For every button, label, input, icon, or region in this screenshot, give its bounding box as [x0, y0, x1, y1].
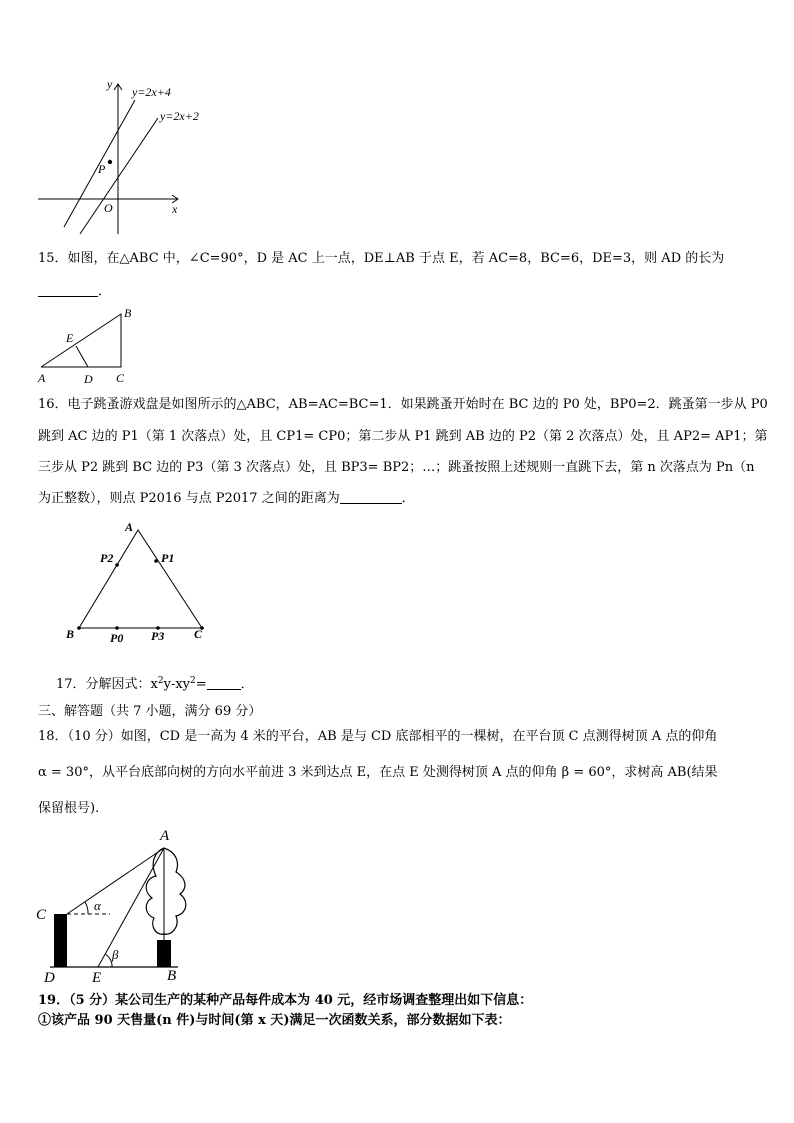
- point-p0: [115, 626, 119, 630]
- question-17: [56, 672, 254, 694]
- question-16-line-3: [38, 459, 755, 477]
- q16-line3: 三步从 P2 跳到 BC 边的 P3（第 3 次落点）处，且 BP3= BP2；…；跳蚤按照上述规则一直跳下去，第 n 次落点为 Pn（n: [38, 460, 755, 475]
- label-b-16: B: [66, 627, 75, 641]
- section-3-title-text: 三、解答题（共 7 小题，满分 69 分）: [38, 704, 262, 719]
- q18-line1: 18．（10 分）如图，CD 是一高为 4 米的平台，AB 是与 CD 底部相平的一棵树，在平台顶 C 点测得树顶 A 点的仰角: [38, 729, 718, 744]
- q19-line2: ①该产品 90 天售量(n 件)与时间(第 x 天)满足一次函数关系，部分数据如下表：: [38, 1013, 511, 1028]
- q16-line4a: 为正整数），则点 P2016 与点 P2017 之间的距离为: [38, 491, 340, 506]
- question-19-line-1: [38, 992, 532, 1010]
- point-p1: [154, 559, 158, 563]
- answer-blank-15[interactable]: [38, 284, 98, 297]
- figure-triangle-abc-15: [30, 302, 150, 388]
- q18-line3: 保留根号).: [38, 801, 100, 816]
- label-p3: P3: [151, 629, 165, 643]
- question-19-line-2: [38, 1012, 511, 1030]
- question-18-line-3: [38, 800, 99, 818]
- label-c-18: C: [36, 907, 47, 923]
- label-b: B: [124, 306, 132, 320]
- question-16-line-4: [38, 490, 415, 508]
- sight-line-ea: [98, 848, 164, 967]
- platform-cd: [54, 914, 67, 967]
- label-alpha: α: [94, 898, 101, 913]
- line-y-2x-2: [80, 118, 158, 234]
- label-b-18: B: [167, 968, 177, 982]
- question-18-line-2: [38, 764, 718, 782]
- label-a: A: [38, 371, 46, 385]
- label-a-18: A: [160, 828, 170, 844]
- x-axis-label: x: [172, 202, 178, 216]
- triangle-abc: [41, 314, 121, 367]
- answer-blank-16[interactable]: [340, 491, 402, 504]
- q16-line2: 跳到 AC 边的 P1（第 1 次落点）处，且 CP1= CP0；第二步从 P1 跳到 AB 边的 P2（第 2 次落点）处，且 AP2= AP1；第: [38, 429, 768, 444]
- q17-text-a: 17．分解因式：x: [56, 677, 158, 692]
- q17-sup-1: 2: [157, 676, 164, 686]
- q16-line1: 16．电子跳蚤游戏盘是如图所示的△ABC，AB=AC=BC=1．如果跳蚤开始时在 BC 边的 P0 处，BP0=2．跳蚤第一步从 P0: [38, 397, 768, 412]
- beta-arc: [105, 954, 112, 967]
- sight-line-ca: [67, 848, 164, 914]
- line2-label: y=2x+2: [160, 109, 199, 123]
- label-d: D: [84, 372, 93, 386]
- label-e-18: E: [92, 970, 102, 982]
- point-p2: [115, 563, 119, 567]
- q16-line4b: ．: [401, 491, 415, 506]
- answer-blank-17[interactable]: [207, 677, 241, 690]
- question-16-line-2: [38, 428, 768, 446]
- q17-text-d: ．: [240, 677, 254, 692]
- line1-label: y=2x+4: [132, 85, 171, 99]
- label-c-16: C: [194, 627, 203, 641]
- figure-equilateral-triangle-16: [60, 518, 220, 648]
- figure-parallel-lines: [30, 72, 230, 242]
- segment-de: [76, 346, 88, 367]
- question-15-answer-line: [38, 283, 111, 301]
- label-p1: P1: [161, 551, 175, 565]
- question-16-line-1: [38, 396, 768, 414]
- label-beta: β: [112, 947, 119, 962]
- label-p2: P2: [100, 551, 114, 565]
- q17-sup-2: 2: [190, 676, 196, 686]
- q18-line2: α = 30°，从平台底部向树的方向水平前进 3 米到达点 E，在点 E 处测得树顶 A 点的仰角 β = 60°，求树高 AB(结果: [38, 765, 718, 780]
- section-3-title: [38, 703, 261, 721]
- question-15-text: [38, 250, 724, 268]
- q17-text-b: y-xy: [163, 677, 191, 692]
- q15-blank-end: ．: [98, 284, 112, 299]
- triangle-abc-16: [79, 530, 202, 628]
- origin-label: O: [104, 201, 113, 215]
- point-b: [77, 626, 81, 630]
- label-p0: P0: [110, 631, 124, 645]
- label-a-16: A: [125, 520, 134, 534]
- label-d-18: D: [44, 970, 55, 982]
- alpha-arc: [85, 902, 88, 914]
- figure-tree-platform: [30, 822, 210, 982]
- tree-crown: [146, 848, 186, 934]
- label-c: C: [116, 371, 125, 385]
- q17-text-c: =: [195, 677, 207, 692]
- q15-statement: 15．如图，在△ABC 中，∠C=90°，D 是 AC 上一点，DE⊥AB 于点 E，若 AC=8，BC=6，DE=3，则 AD 的长为: [38, 251, 725, 266]
- point-p-label: P: [98, 162, 106, 176]
- question-18-line-1: [38, 728, 717, 746]
- point-p: [108, 160, 112, 164]
- q19-line1: 19．（5 分）某公司生产的某种产品每件成本为 40 元，经市场调查整理出如下信息：: [38, 993, 533, 1008]
- label-e: E: [66, 331, 74, 345]
- y-axis-label: y: [107, 77, 113, 91]
